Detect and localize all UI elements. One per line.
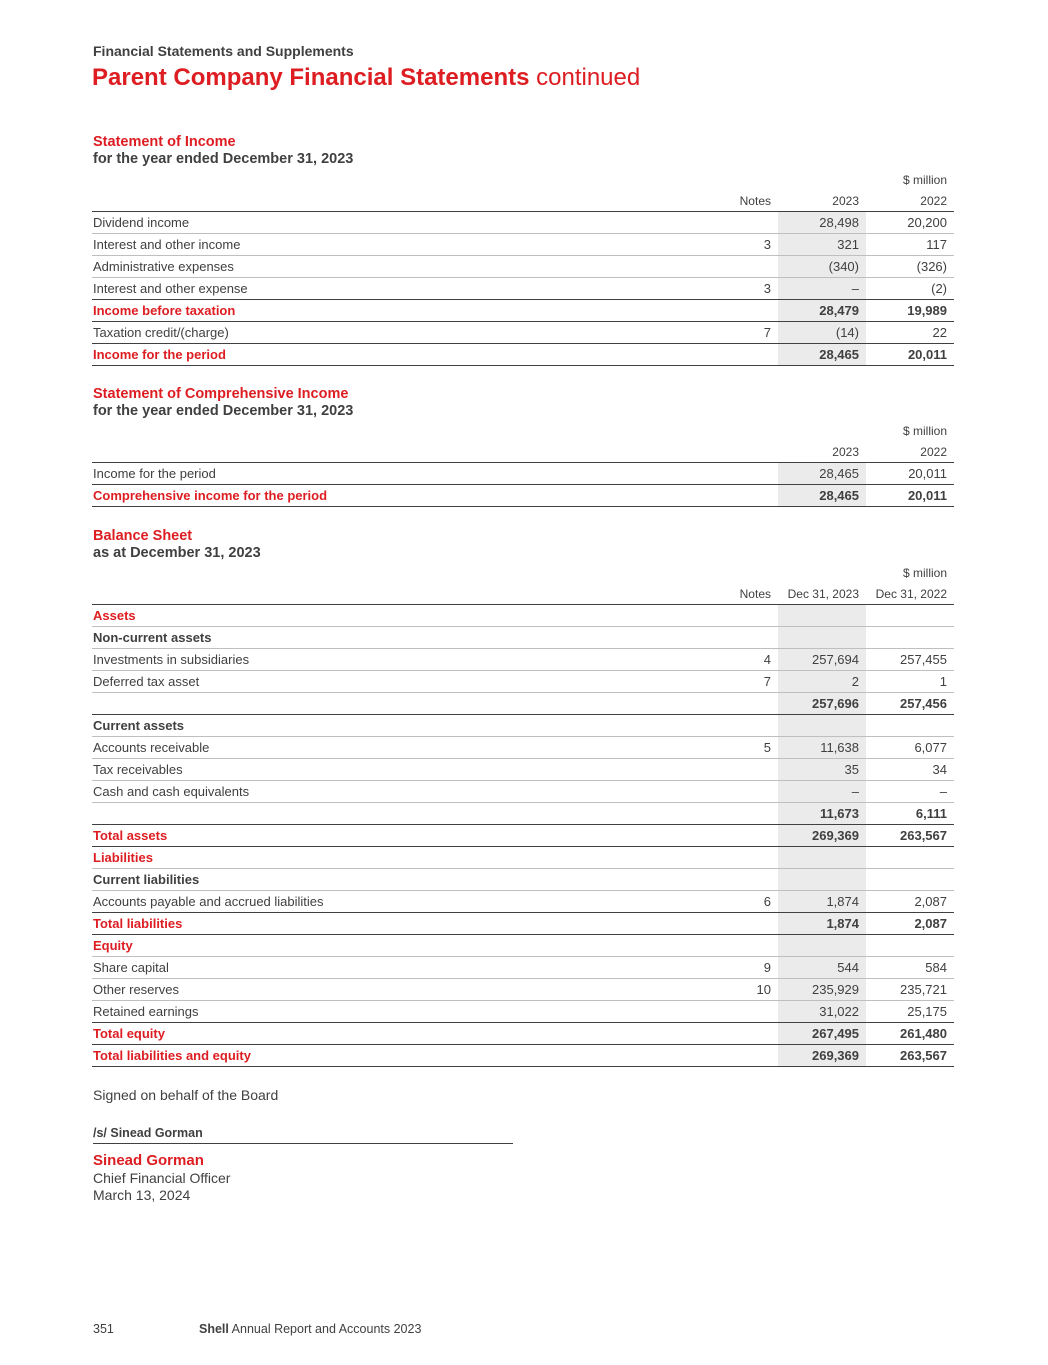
table-row xyxy=(92,627,954,649)
unit-label: $ million xyxy=(902,172,947,187)
table-row xyxy=(92,693,954,715)
col-current-header: Dec 31, 2023 xyxy=(778,583,866,605)
row-value-current: 11,638 xyxy=(778,737,866,759)
table-row xyxy=(92,869,954,891)
row-label: Current assets xyxy=(92,715,701,737)
row-label: Cash and cash equivalents xyxy=(92,781,701,803)
page-title-suffix: continued xyxy=(536,64,641,91)
row-value-current: 267,495 xyxy=(778,1023,866,1045)
row-notes: 4 xyxy=(701,649,778,671)
income-statement-title: Statement of Income xyxy=(93,134,236,150)
table-row xyxy=(92,1045,954,1067)
row-notes xyxy=(701,759,778,781)
table-row xyxy=(92,300,954,322)
table-row xyxy=(92,212,954,234)
row-notes xyxy=(701,344,778,366)
row-value-current: 28,465 xyxy=(778,344,866,366)
balance-sheet-subtitle: as at December 31, 2023 xyxy=(93,545,261,561)
table-row xyxy=(92,1001,954,1023)
row-label: Accounts receivable xyxy=(92,737,701,759)
income-statement-table xyxy=(92,169,954,366)
row-label: Total equity xyxy=(92,1023,701,1045)
table-row xyxy=(92,485,954,507)
comprehensive-statement-subtitle: for the year ended December 31, 2023 xyxy=(93,403,354,419)
table-row xyxy=(92,278,954,300)
row-value-current: 2 xyxy=(778,671,866,693)
section-label: Financial Statements and Supplements xyxy=(93,43,354,59)
col-notes-header: Notes xyxy=(701,190,778,212)
col-2022-header: 2022 xyxy=(866,441,954,463)
row-notes xyxy=(701,1001,778,1023)
row-value-current: – xyxy=(778,781,866,803)
row-value-prior: 2,087 xyxy=(866,913,954,935)
row-label: Total assets xyxy=(92,825,701,847)
row-value-prior: 257,455 xyxy=(866,649,954,671)
row-value-prior: 25,175 xyxy=(866,1001,954,1023)
row-value-current: 31,022 xyxy=(778,1001,866,1023)
row-value-prior: 2,087 xyxy=(866,891,954,913)
row-value-prior: 20,200 xyxy=(866,212,954,234)
row-label: Taxation credit/(charge) xyxy=(92,322,701,344)
row-label: Current liabilities xyxy=(92,869,701,891)
signature-date: March 13, 2024 xyxy=(93,1187,191,1203)
row-value-prior: 19,989 xyxy=(866,300,954,322)
table-row xyxy=(92,715,954,737)
row-value-current: (14) xyxy=(778,322,866,344)
table-row xyxy=(92,344,954,366)
row-label: Income for the period xyxy=(92,344,701,366)
col-notes-header: Notes xyxy=(701,583,778,605)
row-label: Total liabilities xyxy=(92,913,701,935)
row-value-current: 321 xyxy=(778,234,866,256)
table-row xyxy=(92,781,954,803)
row-notes: 7 xyxy=(701,322,778,344)
table-row xyxy=(92,935,954,957)
unit-label: $ million xyxy=(902,423,947,438)
col-2023-header: 2023 xyxy=(778,190,866,212)
row-value-prior: – xyxy=(866,781,954,803)
row-value-prior: 6,111 xyxy=(866,803,954,825)
footer-publication-title: Annual Report and Accounts 2023 xyxy=(231,1322,422,1336)
col-2022-header: 2022 xyxy=(866,190,954,212)
table-row xyxy=(92,234,954,256)
row-label: Accounts payable and accrued liabilities xyxy=(92,891,701,913)
row-value-prior: 34 xyxy=(866,759,954,781)
row-notes: 7 xyxy=(701,671,778,693)
row-value-current: 35 xyxy=(778,759,866,781)
signatory-name: Sinead Gorman xyxy=(93,1152,204,1169)
row-notes: 5 xyxy=(701,737,778,759)
row-label: Income before taxation xyxy=(92,300,701,322)
row-notes: 3 xyxy=(701,278,778,300)
unit-label: $ million xyxy=(902,565,947,580)
table-row xyxy=(92,913,954,935)
page-title-main: Parent Company Financial Statements xyxy=(92,64,530,91)
row-label: Non-current assets xyxy=(92,627,701,649)
row-notes: 9 xyxy=(701,957,778,979)
page-number: 351 xyxy=(93,1322,114,1336)
col-2023-header: 2023 xyxy=(778,441,866,463)
row-label: Assets xyxy=(92,605,701,627)
table-row xyxy=(92,463,954,485)
row-label: Comprehensive income for the period xyxy=(92,485,701,507)
row-value-current: 257,696 xyxy=(778,693,866,715)
row-label: Retained earnings xyxy=(92,1001,701,1023)
income-statement-subtitle: for the year ended December 31, 2023 xyxy=(93,151,354,167)
row-label: Tax receivables xyxy=(92,759,701,781)
row-value-prior: 20,011 xyxy=(866,485,954,507)
row-label: Other reserves xyxy=(92,979,701,1001)
table-row xyxy=(92,737,954,759)
row-value-prior: 235,721 xyxy=(866,979,954,1001)
row-value-prior: 263,567 xyxy=(866,1045,954,1067)
table-row xyxy=(92,605,954,627)
footer-publication xyxy=(199,1322,421,1336)
row-value-current: 544 xyxy=(778,957,866,979)
row-value-current: 28,465 xyxy=(778,485,866,507)
table-row xyxy=(92,671,954,693)
row-notes: 6 xyxy=(701,891,778,913)
row-value-current: 28,498 xyxy=(778,212,866,234)
row-value-prior: 263,567 xyxy=(866,825,954,847)
table-row xyxy=(92,649,954,671)
row-value-prior: 1 xyxy=(866,671,954,693)
row-value-current: 235,929 xyxy=(778,979,866,1001)
page-title xyxy=(92,64,640,92)
row-value-current: 1,874 xyxy=(778,913,866,935)
row-notes xyxy=(701,212,778,234)
balance-sheet-table xyxy=(92,562,954,1067)
signatory-role: Chief Financial Officer xyxy=(93,1170,231,1186)
row-value-current: 269,369 xyxy=(778,825,866,847)
row-value-prior: 584 xyxy=(866,957,954,979)
table-row xyxy=(92,759,954,781)
row-value-prior: 6,077 xyxy=(866,737,954,759)
row-label: Deferred tax asset xyxy=(92,671,701,693)
row-value-prior: (2) xyxy=(866,278,954,300)
row-label: Share capital xyxy=(92,957,701,979)
footer-brand-name: Shell xyxy=(199,1322,229,1336)
row-notes xyxy=(701,781,778,803)
row-notes: 3 xyxy=(701,234,778,256)
row-label: Investments in subsidiaries xyxy=(92,649,701,671)
row-value-current: 269,369 xyxy=(778,1045,866,1067)
row-value-current: 28,465 xyxy=(778,463,866,485)
balance-sheet-title: Balance Sheet xyxy=(93,528,193,544)
table-row xyxy=(92,957,954,979)
table-row xyxy=(92,979,954,1001)
row-value-prior: 22 xyxy=(866,322,954,344)
table-row xyxy=(92,803,954,825)
row-notes xyxy=(701,256,778,278)
comprehensive-statement-title: Statement of Comprehensive Income xyxy=(93,386,349,402)
table-row xyxy=(92,847,954,869)
table-row xyxy=(92,322,954,344)
row-notes xyxy=(701,300,778,322)
comprehensive-income-table xyxy=(92,420,954,507)
row-value-prior: 117 xyxy=(866,234,954,256)
row-label: Equity xyxy=(92,935,701,957)
row-label: Administrative expenses xyxy=(92,256,701,278)
table-row xyxy=(92,1023,954,1045)
table-row xyxy=(92,891,954,913)
row-value-current: 28,479 xyxy=(778,300,866,322)
row-value-prior: (326) xyxy=(866,256,954,278)
row-label: Interest and other income xyxy=(92,234,701,256)
row-value-current: 1,874 xyxy=(778,891,866,913)
row-value-prior: 257,456 xyxy=(866,693,954,715)
row-notes: 10 xyxy=(701,979,778,1001)
signed-statement: Signed on behalf of the Board xyxy=(93,1087,279,1103)
row-label: Dividend income xyxy=(92,212,701,234)
table-row xyxy=(92,825,954,847)
row-value-current: 11,673 xyxy=(778,803,866,825)
signature-line: /s/ Sinead Gorman xyxy=(93,1126,513,1144)
row-value-current: – xyxy=(778,278,866,300)
row-value-prior: 261,480 xyxy=(866,1023,954,1045)
row-value-current: 257,694 xyxy=(778,649,866,671)
row-label: Income for the period xyxy=(92,463,701,485)
row-value-prior: 20,011 xyxy=(866,463,954,485)
row-value-prior: 20,011 xyxy=(866,344,954,366)
col-prior-header: Dec 31, 2022 xyxy=(866,583,954,605)
row-label: Liabilities xyxy=(92,847,701,869)
row-value-current: (340) xyxy=(778,256,866,278)
row-label: Total liabilities and equity xyxy=(92,1045,701,1067)
row-label: Interest and other expense xyxy=(92,278,701,300)
table-row xyxy=(92,256,954,278)
